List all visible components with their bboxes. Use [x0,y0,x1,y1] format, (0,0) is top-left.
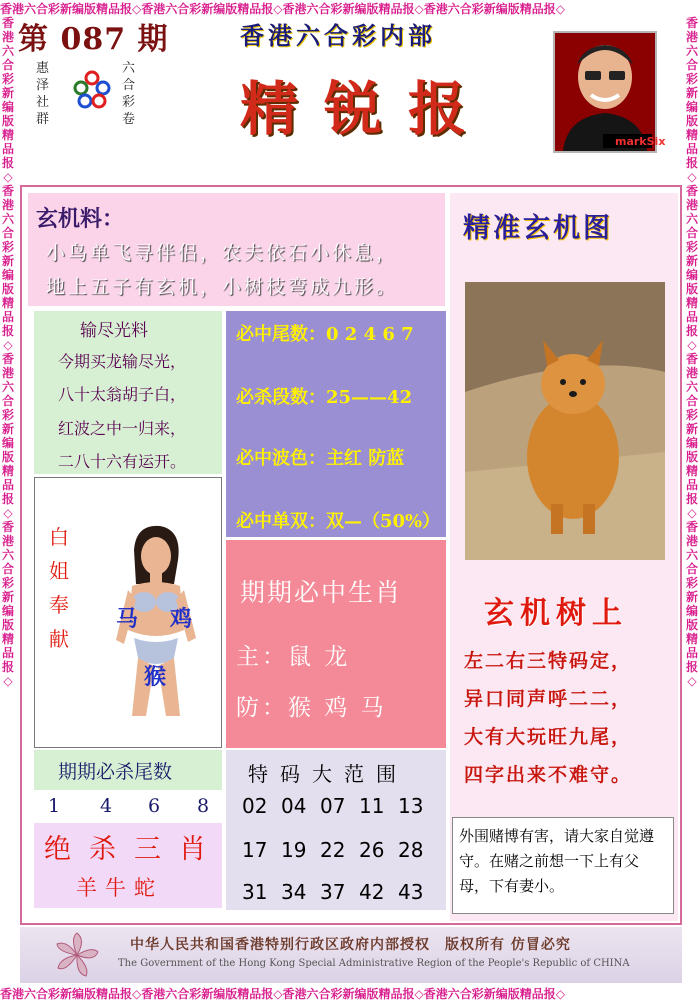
dog-photo [465,282,665,560]
lose-all-title: 输尽光料 [80,321,148,341]
lottery-logo-icon [72,70,112,110]
three-zodiac-title: 绝杀三肖 [44,834,224,865]
kill-tail-value: 6 [148,795,161,817]
special-range-number: 13 [398,794,424,818]
special-range-number: 22 [320,838,346,862]
tree-line: 大有大玩旺九尾， [464,726,633,748]
special-range-number: 07 [320,794,346,818]
bottom-border-text: 香港六合彩新编版精品报◇香港六合彩新编版精品报◇香港六合彩新编版精品报◇香港六合彩新编版精品报◇ [0,987,565,1000]
left-border-text: 香港六合彩新编版精品报◇香港六合彩新编版精品报◇香港六合彩新编版精品报◇香港六合彩新编版精品报◇ [1,16,14,688]
special-range-number: 28 [398,838,424,862]
riddle-line-1: 小鸟单飞寻伴侣，农夫依石小休息， [46,242,399,264]
group-name-left: 惠泽社群 [36,61,50,127]
riddle-line-2: 地上五子有玄机，小树枝弯成九形。 [46,276,399,298]
special-range-number: 04 [281,794,307,818]
kill-tail-value: 4 [100,795,113,817]
tree-line: 异口同声呼二二， [464,688,633,710]
special-range-number: 42 [359,880,385,904]
zodiac-word-monkey: 猴 [144,664,167,690]
special-range-number: 31 [242,880,268,904]
newspaper-title: 精锐报 [240,75,493,143]
special-range-number: 02 [242,794,268,818]
special-range-number: 37 [320,880,346,904]
group-name-right: 六合彩卷 [122,61,136,127]
zodiac-word-horse: 马 [116,606,139,632]
kill-tails-title: 期期必杀尾数 [58,761,173,783]
lose-all-line: 八十太翁胡子白， [58,385,187,404]
bauhinia-emblem-icon [52,930,102,980]
special-range-number: 11 [359,794,385,818]
prediction-range: 必杀段数：25——42 [236,387,413,408]
portrait-photo [553,31,666,153]
riddle-label: 玄机料： [36,206,125,232]
lose-all-line: 红波之中一归来， [58,419,187,438]
header-subtitle: 香港六合彩内部 [240,21,436,50]
prediction-tail: 必中尾数：0 2 4 6 7 [236,324,414,345]
kill-tail-value: 8 [197,795,210,817]
zodiac-main: 主：鼠 龙 [236,644,351,670]
zodiac-word-rooster: 鸡 [170,606,193,632]
special-range-title: 特码大范围 [248,762,408,786]
kill-tail-value: 1 [48,795,61,817]
prediction-odd-even: 必中单双：双—（50%） [236,511,441,532]
lose-all-line: 今期买龙输尽光， [58,352,187,371]
special-range-number: 43 [398,880,424,904]
zodiac-title: 期期必中生肖 [240,578,403,607]
lose-all-line: 二八十六有运开。 [58,452,187,471]
prediction-color: 必中波色：主红 防蓝 [236,448,405,469]
footer-english: The Government of the Hong Kong Special Administrative Region of the People's Republic of CHINA [118,958,630,969]
issue-number: 第 087 期 [18,22,169,57]
top-border-text: 香港六合彩新编版精品报◇香港六合彩新编版精品报◇香港六合彩新编版精品报◇香港六合彩新编版精品报◇ [0,2,565,16]
right-border-text: 香港六合彩新编版精品报◇香港六合彩新编版精品报◇香港六合彩新编版精品报◇香港六合彩新编版精品报◇ [685,16,698,688]
tree-line: 四字出来不难守。 [464,764,633,786]
special-range-number: 34 [281,880,307,904]
three-zodiac-animals: 羊牛蛇 [76,876,163,900]
picture-title: 精准玄机图 [463,213,613,244]
zodiac-guard: 防：猴 鸡 马 [236,695,387,721]
offering-side-text: 白姐奉献 [49,525,69,651]
tree-line: 左二右三特码定， [464,650,633,672]
special-range-number: 19 [281,838,307,862]
footer-authorization: 中华人民共和国香港特别行政区政府内部授权 版权所有 仿冒必究 [130,937,571,953]
tree-title: 玄机树上 [484,596,628,631]
special-range-number: 17 [242,838,268,862]
special-range-number: 26 [359,838,385,862]
gambling-notice: 外围赌博有害，请大家自觉遵守。在赌之前想一下上有父母，下有妻小。 [452,817,674,914]
logo-text: markSix [615,135,666,148]
